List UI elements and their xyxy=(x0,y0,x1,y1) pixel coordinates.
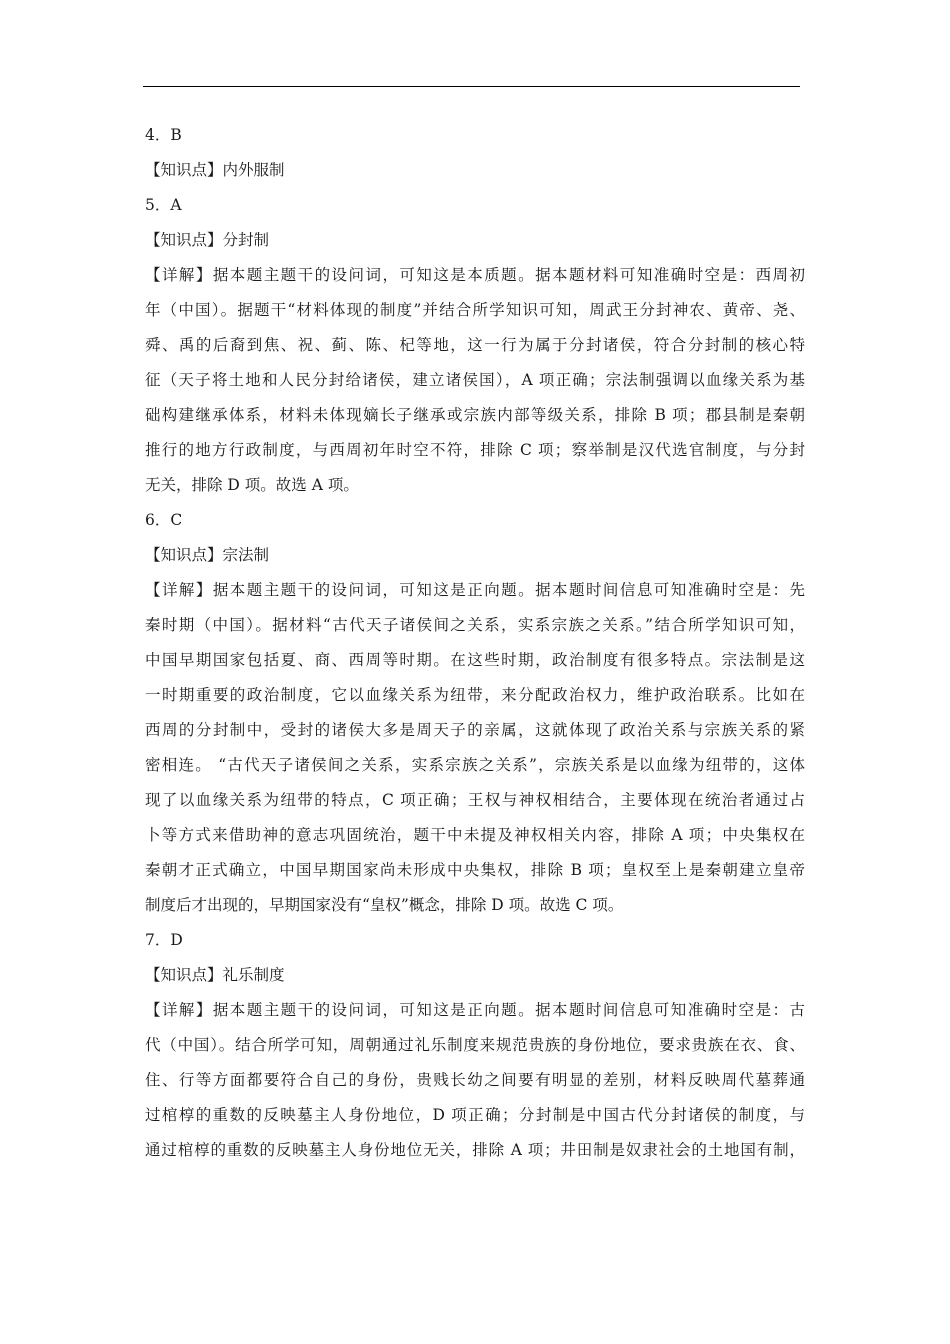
knowledge-point-5: 【知识点】分封制 xyxy=(145,231,270,249)
explanation-6-line-3: 中国早期国家包括夏、商、西周等时期。在这些时期，政治制度有很多特点。宗法制是这 xyxy=(145,651,805,669)
explanation-7-line-4: 过棺椁的重数的反映墓主人身份地位，D 项正确；分封制是中国古代分封诸侯的制度，与 xyxy=(145,1106,805,1124)
knowledge-point-6: 【知识点】宗法制 xyxy=(145,546,270,564)
knowledge-point-7: 【知识点】礼乐制度 xyxy=(145,966,285,984)
explanation-5-line-1: 【详解】据本题主题干的设问词，可知这是本质题。据本题材料可知准确时空是：西周初 xyxy=(145,266,805,284)
answer-5: 5．A xyxy=(145,196,182,214)
explanation-7-line-5: 通过棺椁的重数的反映墓主人身份地位无关，排除 A 项；井田制是奴隶社会的土地国有制， xyxy=(145,1141,805,1159)
explanation-7-line-1: 【详解】据本题主题干的设问词，可知这是正向题。据本题时间信息可知准确时空是：古 xyxy=(145,1001,805,1019)
explanation-7-line-3: 住、行等方面都要符合自己的身份，贵贱长幼之间要有明显的差别，材料反映周代墓葬通 xyxy=(145,1071,805,1089)
explanation-6-line-1: 【详解】据本题主题干的设问词，可知这是正向题。据本题时间信息可知准确时空是：先 xyxy=(145,581,805,599)
answer-6: 6．C xyxy=(145,511,183,529)
explanation-6-line-9: 秦朝才正式确立，中国早期国家尚未形成中央集权，排除 B 项；皇权至上是秦朝建立皇帝 xyxy=(145,861,805,879)
explanation-5-line-2: 年（中国）。据题干“材料体现的制度”并结合所学知识可知，周武王分封神农、黄帝、尧、 xyxy=(145,301,805,319)
explanation-6-line-7: 现了以血缘关系为纽带的特点，C 项正确；王权与神权相结合，主要体现在统治者通过占 xyxy=(145,791,805,809)
explanation-5-line-6: 推行的地方行政制度，与西周初年时空不符，排除 C 项；察举制是汉代选官制度，与分封 xyxy=(145,441,805,459)
knowledge-point-4: 【知识点】内外服制 xyxy=(145,161,285,179)
explanation-5-line-5: 础构建继承体系，材料未体现嫡长子继承或宗族内部等级关系，排除 B 项；郡县制是秦朝 xyxy=(145,406,805,424)
explanation-6-line-10: 制度后才出现的，早期国家没有“皇权”概念，排除 D 项。故选 C 项。 xyxy=(145,896,624,914)
explanation-7-line-2: 代（中国）。结合所学可知，周朝通过礼乐制度来规范贵族的身份地位，要求贵族在衣、食、 xyxy=(145,1036,805,1054)
explanation-6-line-6: 密相连。 “古代天子诸侯间之关系，实系宗族之关系”，宗族关系是以血缘为纽带的，这体 xyxy=(145,756,805,774)
explanation-5-line-7: 无关，排除 D 项。故选 A 项。 xyxy=(145,476,359,494)
answer-7: 7．D xyxy=(145,931,183,949)
explanation-5-line-3: 舜、禹的后裔到焦、祝、蓟、陈、杞等地，这一行为属于分封诸侯，符合分封制的核心特 xyxy=(145,336,805,354)
answer-4: 4．B xyxy=(145,126,182,144)
explanation-6-line-5: 西周的分封制中，受封的诸侯大多是周天子的亲属，这就体现了政治关系与宗族关系的紧 xyxy=(145,721,805,739)
explanation-6-line-4: 一时期重要的政治制度，它以血缘关系为纽带，来分配政治权力，维护政治联系。比如在 xyxy=(145,686,805,704)
explanation-6-line-8: 卜等方式来借助神的意志巩固统治，题干中未提及神权相关内容，排除 A 项；中央集权在 xyxy=(145,826,805,844)
header-rule xyxy=(143,86,800,87)
explanation-5-line-4: 征（天子将土地和人民分封给诸侯，建立诸侯国），A 项正确；宗法制强调以血缘关系为基 xyxy=(145,371,805,389)
answer-explanation-text xyxy=(145,118,805,1168)
explanation-6-line-2: 秦时期（中国）。据材料“古代天子诸侯间之关系，实系宗族之关系。”结合所学知识可知， xyxy=(145,616,805,634)
